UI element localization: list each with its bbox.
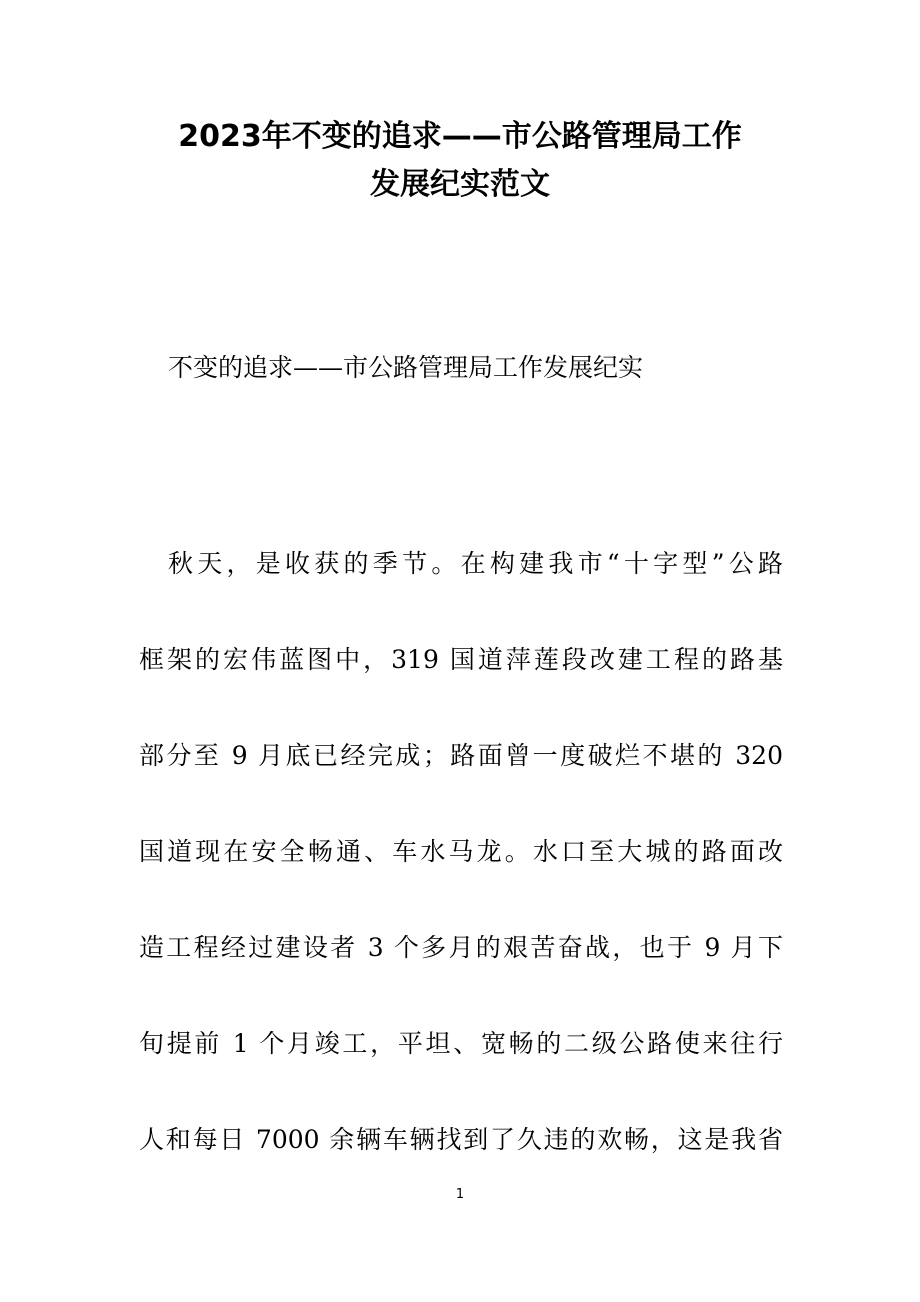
paragraph-line: 秋天，是收获的季节。在构建我市“十字型”公路	[168, 549, 783, 578]
paragraph-line: 国道现在安全畅通、车水马龙。水口至大城的路面改	[139, 837, 783, 866]
paragraph-line: 部分至 9 月底已经完成；路面曾一度破烂不堪的 320	[139, 741, 783, 770]
paragraph-line: 造工程经过建设者 3 个多月的艰苦奋战，也于 9 月下	[139, 933, 783, 962]
document-title-line-2: 发展纪实范文	[370, 167, 550, 202]
paragraph-line: 框架的宏伟蓝图中，319 国道萍莲段改建工程的路基	[139, 645, 783, 674]
page-number: 1	[455, 1187, 465, 1202]
document-subtitle: 不变的追求——市公路管理局工作发展纪实	[168, 353, 644, 382]
paragraph-line: 人和每日 7000 余辆车辆找到了久违的欢畅，这是我省	[139, 1125, 783, 1154]
paragraph-line: 旬提前 1 个月竣工，平坦、宽畅的二级公路使来往行	[139, 1029, 783, 1058]
document-title-line-1: 2023年不变的追求——市公路管理局工作	[178, 119, 742, 154]
